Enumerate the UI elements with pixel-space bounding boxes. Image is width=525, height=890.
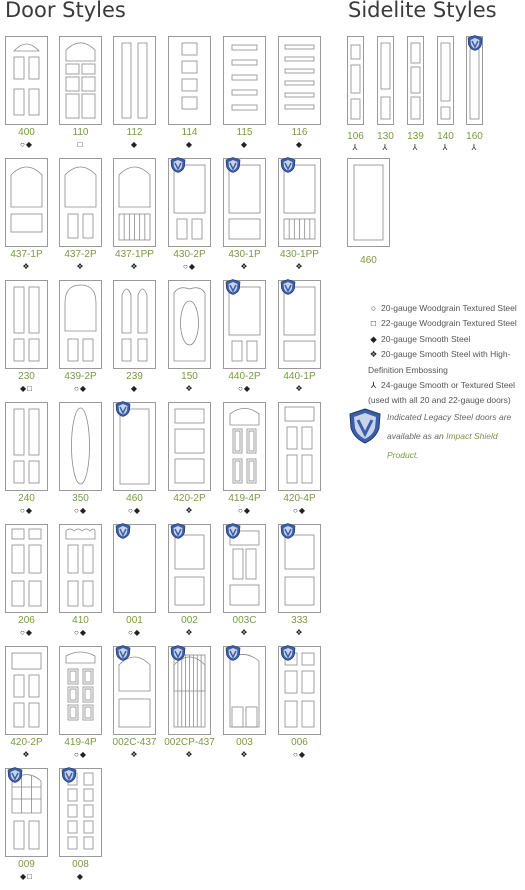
gauge-symbols: ⅄ <box>412 143 419 152</box>
door-model-number: 239 <box>126 371 143 382</box>
circle-icon: ○ <box>370 303 377 313</box>
gauge-symbols: ❖ <box>295 628 304 637</box>
door-model-number: 437-1PP <box>115 249 154 260</box>
sidelite-460-card[interactable] <box>347 158 390 247</box>
gauge-symbols: ❖ <box>295 384 304 393</box>
impact-shield-icon <box>467 35 483 51</box>
door-model-number: 420-2P <box>173 493 206 504</box>
sidelite-illustration <box>378 37 393 124</box>
gauge-symbols: ❖ <box>240 262 249 271</box>
door-model-number: 116 <box>291 127 308 138</box>
door-model-number: 003C <box>232 615 257 626</box>
door-model-number: 009 <box>18 859 35 870</box>
door-model-number: 006 <box>291 737 308 748</box>
door-model-number: 115 <box>236 127 253 138</box>
sidelite-style-card[interactable] <box>347 36 364 125</box>
gauge-symbols: ○◆ <box>293 750 306 759</box>
gauge-symbols: ⅄ <box>352 143 359 152</box>
door-model-number: 114 <box>181 127 198 138</box>
gauge-symbols: ○◆ <box>128 628 141 637</box>
gauge-symbols: ❖ <box>185 628 194 637</box>
door-model-number: 440-2P <box>228 371 261 382</box>
gauge-symbols: ❖ <box>130 750 139 759</box>
sidelite-model-number: 106 <box>347 131 364 142</box>
door-model-number: 350 <box>72 493 89 504</box>
gauge-symbols: ❖ <box>22 750 31 759</box>
24-gauge-icon: ⅄ <box>370 380 377 391</box>
gauge-symbols: □ <box>77 140 84 149</box>
door-model-number: 437-2P <box>64 249 97 260</box>
gauge-symbols: ○◆ <box>74 384 87 393</box>
gauge-symbols: ○◆ <box>238 384 251 393</box>
gauge-symbols: ❖ <box>130 262 139 271</box>
door-model-number: 002CP-437 <box>164 737 215 748</box>
door-model-number: 240 <box>18 493 35 504</box>
door-model-number: 002 <box>181 615 198 626</box>
door-model-number: 439-2P <box>64 371 97 382</box>
gauge-symbols: ○◆ <box>74 750 87 759</box>
door-model-number: 001 <box>126 615 143 626</box>
gauge-symbols: ◆□ <box>20 384 33 393</box>
gauge-symbols: ◆ <box>240 140 249 149</box>
legend-item: □ 22-gauge Woodgrain Textured Steel <box>368 316 520 331</box>
door-model-number: 400 <box>18 127 35 138</box>
door-model-number: 112 <box>126 127 143 138</box>
door-model-number: 430-1PP <box>280 249 319 260</box>
sidelite-illustration <box>438 37 453 124</box>
gauge-symbols: ❖ <box>240 628 249 637</box>
gauge-symbols: ○◆ <box>74 506 87 515</box>
door-model-number: 008 <box>72 859 89 870</box>
door-model-number: 410 <box>72 615 89 626</box>
impact-shield-link[interactable]: Impact Shield Product <box>387 431 498 460</box>
legend-item: ○ 20-gauge Woodgrain Textured Steel <box>368 301 520 316</box>
sidelite-model-number: 140 <box>437 131 454 142</box>
door-model-number: 440-1P <box>283 371 316 382</box>
diamond-icon: ◆ <box>370 333 377 344</box>
gauge-symbols: ❖ <box>295 262 304 271</box>
door-model-number: 230 <box>18 371 35 382</box>
gauge-symbols: ❖ <box>22 262 31 271</box>
sidelite-model-number: 130 <box>377 131 394 142</box>
door-model-number: 206 <box>18 615 35 626</box>
gauge-symbols: ○◆ <box>238 506 251 515</box>
gauge-symbols: ◆□ <box>20 872 33 881</box>
door-styles-heading: Door Styles <box>5 0 126 22</box>
four-diamond-icon: ❖ <box>369 349 378 360</box>
door-model-number: 420-2P <box>10 737 43 748</box>
gauge-symbols: ❖ <box>185 506 194 515</box>
sidelite-style-card[interactable] <box>377 36 394 125</box>
gauge-symbols: ○◆ <box>20 628 33 637</box>
gauge-symbols: ○◆ <box>20 140 33 149</box>
sidelite-style-card[interactable] <box>437 36 454 125</box>
gauge-symbols: ❖ <box>185 750 194 759</box>
sidelite-model-number: 160 <box>466 131 483 142</box>
door-model-number: 110 <box>72 127 89 138</box>
gauge-symbols: ○◆ <box>20 506 33 515</box>
door-model-number: 460 <box>126 493 143 504</box>
gauge-symbols: ○◆ <box>293 506 306 515</box>
gauge-symbols: ❖ <box>185 384 194 393</box>
impact-shield-icon <box>348 408 382 444</box>
sidelite-style-card[interactable] <box>407 36 424 125</box>
gauge-symbols: ◆ <box>185 140 194 149</box>
gauge-symbols: ○◆ <box>74 628 87 637</box>
sidelite-model-number: 139 <box>407 131 424 142</box>
gauge-symbols: ❖ <box>76 262 85 271</box>
door-model-number: 150 <box>181 371 198 382</box>
door-model-number: 002C-437 <box>112 737 157 748</box>
door-model-number: 437-1P <box>10 249 43 260</box>
gauge-symbols: ○◆ <box>128 506 141 515</box>
door-model-number: 333 <box>291 615 308 626</box>
square-icon: □ <box>370 318 377 329</box>
gauge-symbols: ○◆ <box>183 262 196 271</box>
note-line-1: Indicated Legacy Steel doors are <box>387 412 512 422</box>
door-model-number: 003 <box>236 737 253 748</box>
gauge-symbols: ⅄ <box>471 143 478 152</box>
gauge-legend <box>368 301 520 409</box>
gauge-symbols: ❖ <box>240 750 249 759</box>
sidelite-style-card[interactable] <box>466 36 483 125</box>
gauge-symbols: ◆ <box>295 140 304 149</box>
sidelite-model-number: 460 <box>360 255 377 266</box>
door-model-number: 420-4P <box>283 493 316 504</box>
gauge-symbols: ⅄ <box>382 143 389 152</box>
legend-item: ❖ 20-gauge Smooth Steel with High-Definition Embossing <box>368 349 511 375</box>
door-model-number: 419-4P <box>228 493 261 504</box>
gauge-symbols: ◆ <box>130 140 139 149</box>
gauge-symbols: ◆ <box>76 872 85 881</box>
legend-item: ⅄ 24-gauge Smooth or Textured Steel (used with all 20 and 22-gauge doors) <box>368 380 516 406</box>
gauge-symbols: ⅄ <box>442 143 449 152</box>
sidelite-illustration <box>348 159 389 246</box>
gauge-symbols: ◆ <box>130 384 139 393</box>
door-model-number: 430-2P <box>173 249 206 260</box>
sidelite-styles-heading: Sidelite Styles <box>348 0 497 22</box>
legend-item: ◆ 20-gauge Smooth Steel <box>368 332 520 347</box>
impact-shield-note: Indicated Legacy Steel doors are available as an Impact Shield Product. <box>348 408 524 449</box>
sidelite-illustration <box>348 37 363 124</box>
door-model-number: 419-4P <box>64 737 97 748</box>
sidelite-illustration <box>408 37 423 124</box>
door-model-number: 430-1P <box>228 249 261 260</box>
